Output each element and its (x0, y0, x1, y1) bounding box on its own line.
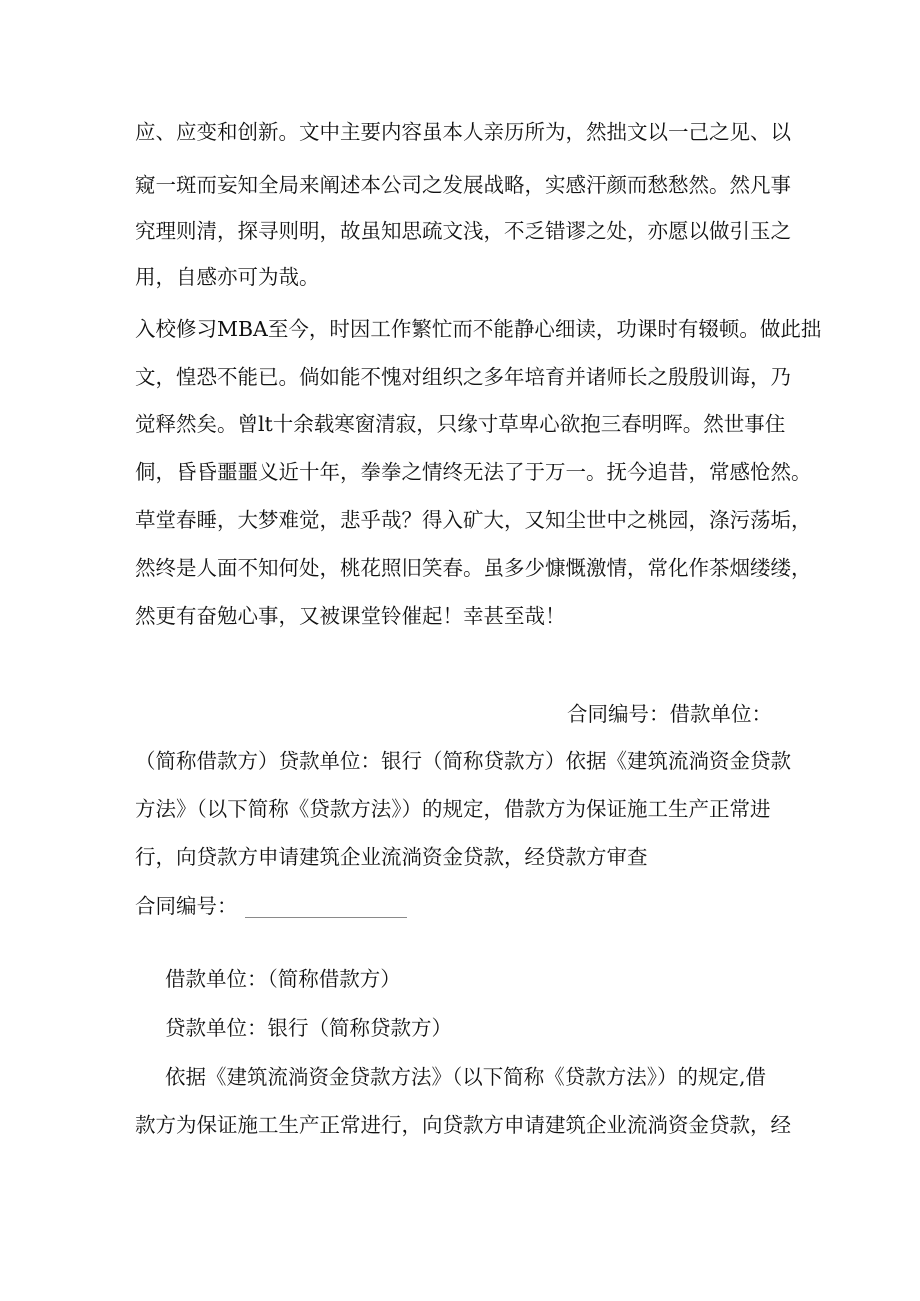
contract-summary-header: 合同编号：借款单位： (567, 702, 772, 726)
essay-line-5: 入校修习MBA至今，时因工作繁忙而不能静心细读，功课时有辍顿。做此拙 (135, 317, 822, 341)
essay-line-3: 究理则清，探寻则明，故虽知思疏文浅，不乏错谬之处，亦愿以做引玉之 (135, 219, 791, 243)
essay-line-11: 然更有奋勉心事，又被课堂铃催起！幸甚至哉！ (135, 604, 566, 628)
essay-line-2: 窥一斑而妄知全局来阐述本公司之发展战略，实感汗颜而愁愁然。然凡事 (135, 173, 791, 197)
essay-line-7: 觉释然矣。曾lt十余载寒窗清寂，只缘寸草卑心欲抱三春明晖。然世事住 (135, 412, 786, 436)
contract-basis-line-2: 款方为保证施工生产正常进行，向贷款方申请建筑企业流淌资金贷款，经 (135, 1113, 791, 1137)
essay-line-1: 应、应变和创新。文中主要内容虽本人亲历所为，然拙文以一己之见、以 (135, 120, 791, 144)
essay-line-9: 草堂春睡，大梦难觉，悲乎哉？得入矿大，又知尘世中之桃园，涤污荡垢， (135, 508, 812, 532)
contract-summary-line-1: （简称借款方）贷款单位：银行（简称贷款方）依据《建筑流淌资金贷款 (135, 749, 791, 773)
essay-line-6: 文，惶恐不能已。倘如能不愧对组织之多年培育并诸师长之殷殷训诲，乃 (135, 365, 791, 389)
contract-basis-line-1: 依据《建筑流淌资金贷款方法》（以下简称《贷款方法》）的规定,借 (165, 1065, 767, 1089)
contract-number-label: 合同编号： (135, 894, 238, 918)
contract-summary-line-3: 行，向贷款方申请建筑企业流淌资金贷款，经贷款方审查 (135, 845, 648, 869)
essay-line-8: 侗，昏昏噩噩义近十年，拳拳之情终无法了于万一。抚今追昔，常感怆然。 (135, 460, 812, 484)
contract-number-blank[interactable] (245, 917, 407, 918)
essay-line-10: 然终是人面不知何处，桃花照旧笑春。虽多少慷慨激情，常化作茶烟缕缕， (135, 556, 812, 580)
contract-summary-line-2: 方法》（以下简称《贷款方法》）的规定，借款方为保证施工生产正常进 (135, 797, 771, 821)
contract-borrower: 借款单位：（简称借款方） (165, 967, 401, 991)
contract-lender: 贷款单位：银行（简称贷款方） (165, 1016, 452, 1040)
essay-line-4: 用，自感亦可为哉。 (135, 265, 320, 289)
